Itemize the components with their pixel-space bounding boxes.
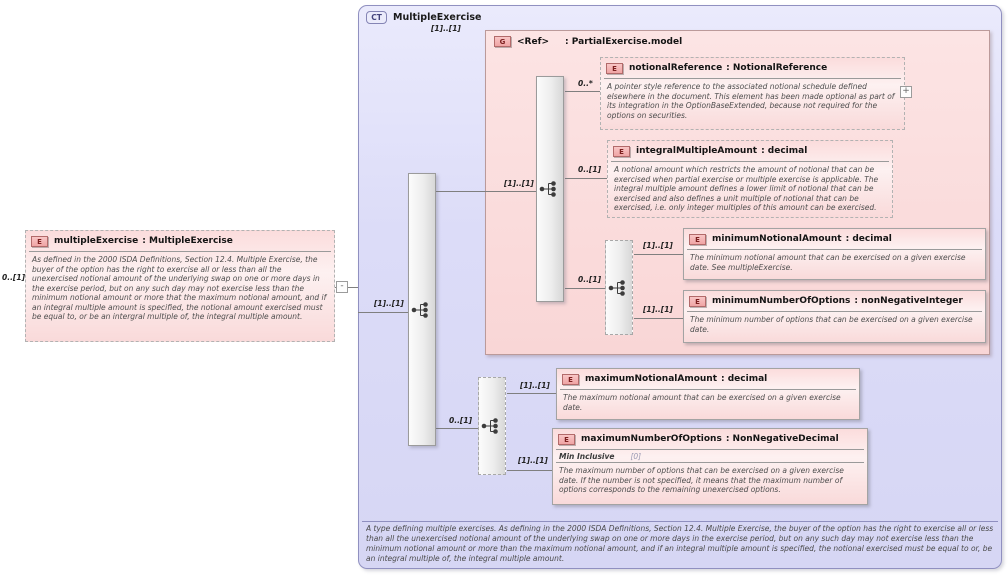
cardinality-minimum-number-of-options: [1]..[1] (643, 305, 673, 314)
facet-label: Min Inclusive (559, 452, 615, 461)
connector-line (634, 318, 683, 319)
element-annotation: The minimum number of options that can be exercised on a given exercise date. (690, 315, 973, 334)
element-icon: E (31, 236, 48, 247)
element-name: maximumNotionalAmount (585, 374, 717, 384)
element-annotation: A notional amount which restricts the amount of notional that can be exercised when partial exercise or multiple exercise is applicable. The integral multiple amount defines a lower limit of notional that can be exercised and also defines a unit multiple of notional that can be exercised, i.e. only integer multiples of this amount can be exercised. (614, 165, 879, 212)
element-name: minimumNotionalAmount (712, 234, 842, 244)
sequence-compositor-group[interactable] (536, 76, 564, 302)
element-type: : NotionalReference (726, 63, 828, 73)
element-name: notionalReference (629, 63, 723, 73)
element-box-multiple-exercise[interactable] (25, 230, 335, 342)
sequence-icon (411, 301, 433, 319)
group-header[interactable] (494, 34, 682, 49)
group-icon: G (494, 36, 511, 47)
cardinality-minimum-sequence: 0..[1] (578, 275, 601, 284)
cardinality-notional-reference: 0..* (578, 79, 593, 88)
element-icon: E (558, 434, 575, 445)
element-name: integralMultipleAmount (636, 146, 758, 156)
group-name: <Ref> (517, 36, 550, 47)
cardinality-group-sequence: [1]..[1] (504, 179, 534, 188)
sequence-compositor-main[interactable] (408, 173, 436, 446)
element-annotation: The maximum notional amount that can be exercised on a given exercise date. (563, 393, 841, 412)
element-name: multipleExercise (54, 236, 139, 246)
complex-type-icon: CT (366, 11, 387, 24)
element-name: minimumNumberOfOptions (712, 296, 851, 306)
connector-line (436, 191, 536, 192)
element-box-minimum-number-of-options[interactable] (683, 290, 986, 343)
element-annotation: The maximum number of options that can be exercised on a given exercise date. If the number is not specified, it means that the maximum number of options corresponds to the remaining unexercised options. (559, 466, 844, 494)
element-header (553, 429, 867, 449)
connector-line (565, 178, 607, 179)
connector-line (507, 470, 552, 471)
element-box-maximum-number-of-options[interactable] (552, 428, 868, 505)
element-icon: E (562, 374, 579, 385)
cardinality-integral-multiple-amount: 0..[1] (578, 165, 601, 174)
sequence-compositor-minimum[interactable] (605, 240, 633, 335)
element-type: : MultipleExercise (142, 236, 233, 246)
collapse-toggle[interactable]: - (336, 281, 348, 293)
element-type: : nonNegativeInteger (854, 296, 963, 306)
element-type: : decimal (721, 374, 768, 384)
cardinality-group: [1]..[1] (431, 24, 461, 33)
complex-type-title: MultipleExercise (393, 11, 482, 23)
connector-line (436, 428, 478, 429)
element-icon: E (606, 63, 623, 74)
element-icon: E (613, 146, 630, 157)
element-header (684, 291, 985, 311)
footer-separator (362, 521, 998, 522)
cardinality-maximum-notional-amount: [1]..[1] (520, 381, 550, 390)
element-annotation: A pointer style reference to the associated notional schedule defined elsewhere in the document. This element has been made optional as part of its integration in the OptionBaseExtended, because not required for the options on securities. (607, 82, 895, 120)
element-header (557, 369, 859, 389)
element-type: : decimal (845, 234, 892, 244)
element-annotation: As defined in the 2000 ISDA Definitions, Section 12.4. Multiple Exercise, the buyer of the option has the right to exercise all or less than all the unexercised notional amount of the underlying swap on one or more days in the exercise period, but on any such day may not exercise less than the minimum notional amount or more that the maximum notional amount, and if an integral multiple amount is specified, the notional amount exercised must be equal to, or be an intergral multiple of, the integral multiple amount. (32, 255, 327, 321)
expand-toggle[interactable]: + (900, 86, 912, 98)
sequence-icon (539, 180, 561, 198)
element-header (684, 229, 985, 249)
cardinality-minimum-notional-amount: [1]..[1] (643, 241, 673, 250)
cardinality-main-sequence: [1]..[1] (374, 299, 404, 308)
element-box-minimum-notional-amount[interactable] (683, 228, 986, 280)
cardinality-maximum-sequence: 0..[1] (449, 416, 472, 425)
element-icon: E (689, 296, 706, 307)
element-type: : NonNegativeDecimal (725, 434, 839, 444)
complex-type-header[interactable] (366, 9, 482, 25)
facet-value: [0] (630, 452, 642, 461)
connector-line (565, 288, 605, 289)
cardinality-root: 0..[1] (2, 273, 25, 282)
element-header (601, 58, 904, 78)
element-name: maximumNumberOfOptions (581, 434, 722, 444)
element-annotation: The minimum notional amount that can be exercised on a given exercise date. See multipleExercise. (690, 253, 966, 272)
facet-row (553, 450, 867, 462)
element-type: : decimal (761, 146, 808, 156)
connector-line (358, 312, 408, 313)
element-box-maximum-notional-amount[interactable] (556, 368, 860, 420)
connector-line (565, 91, 600, 92)
group-type: : PartialExercise.model (565, 36, 683, 47)
sequence-compositor-maximum[interactable] (478, 377, 506, 475)
sequence-icon (481, 417, 503, 435)
element-icon: E (689, 234, 706, 245)
element-header (26, 231, 334, 251)
element-box-integral-multiple-amount[interactable] (607, 140, 893, 218)
element-box-notional-reference[interactable] (600, 57, 905, 130)
connector-line (634, 254, 683, 255)
element-header (608, 141, 892, 161)
sequence-icon (608, 279, 630, 297)
connector-line (507, 393, 556, 394)
complex-type-annotation: A type defining multiple exercises. As defining in the 2000 ISDA Definitions, Section 12.4. Multiple Exercise, the buyer of the option has the right to exercise all or less than all the unexercised notional amount of the underlying swap on one or more days in the exercise period, but on any such day may not exercise less than the minimum notional amount or more than the maximum notional amount, and if an integral multiple amount is specified, the notional exercised must be equal to or, be an integral multiple of, the integral multiple amount. (366, 524, 994, 563)
cardinality-maximum-number-of-options: [1]..[1] (518, 456, 548, 465)
